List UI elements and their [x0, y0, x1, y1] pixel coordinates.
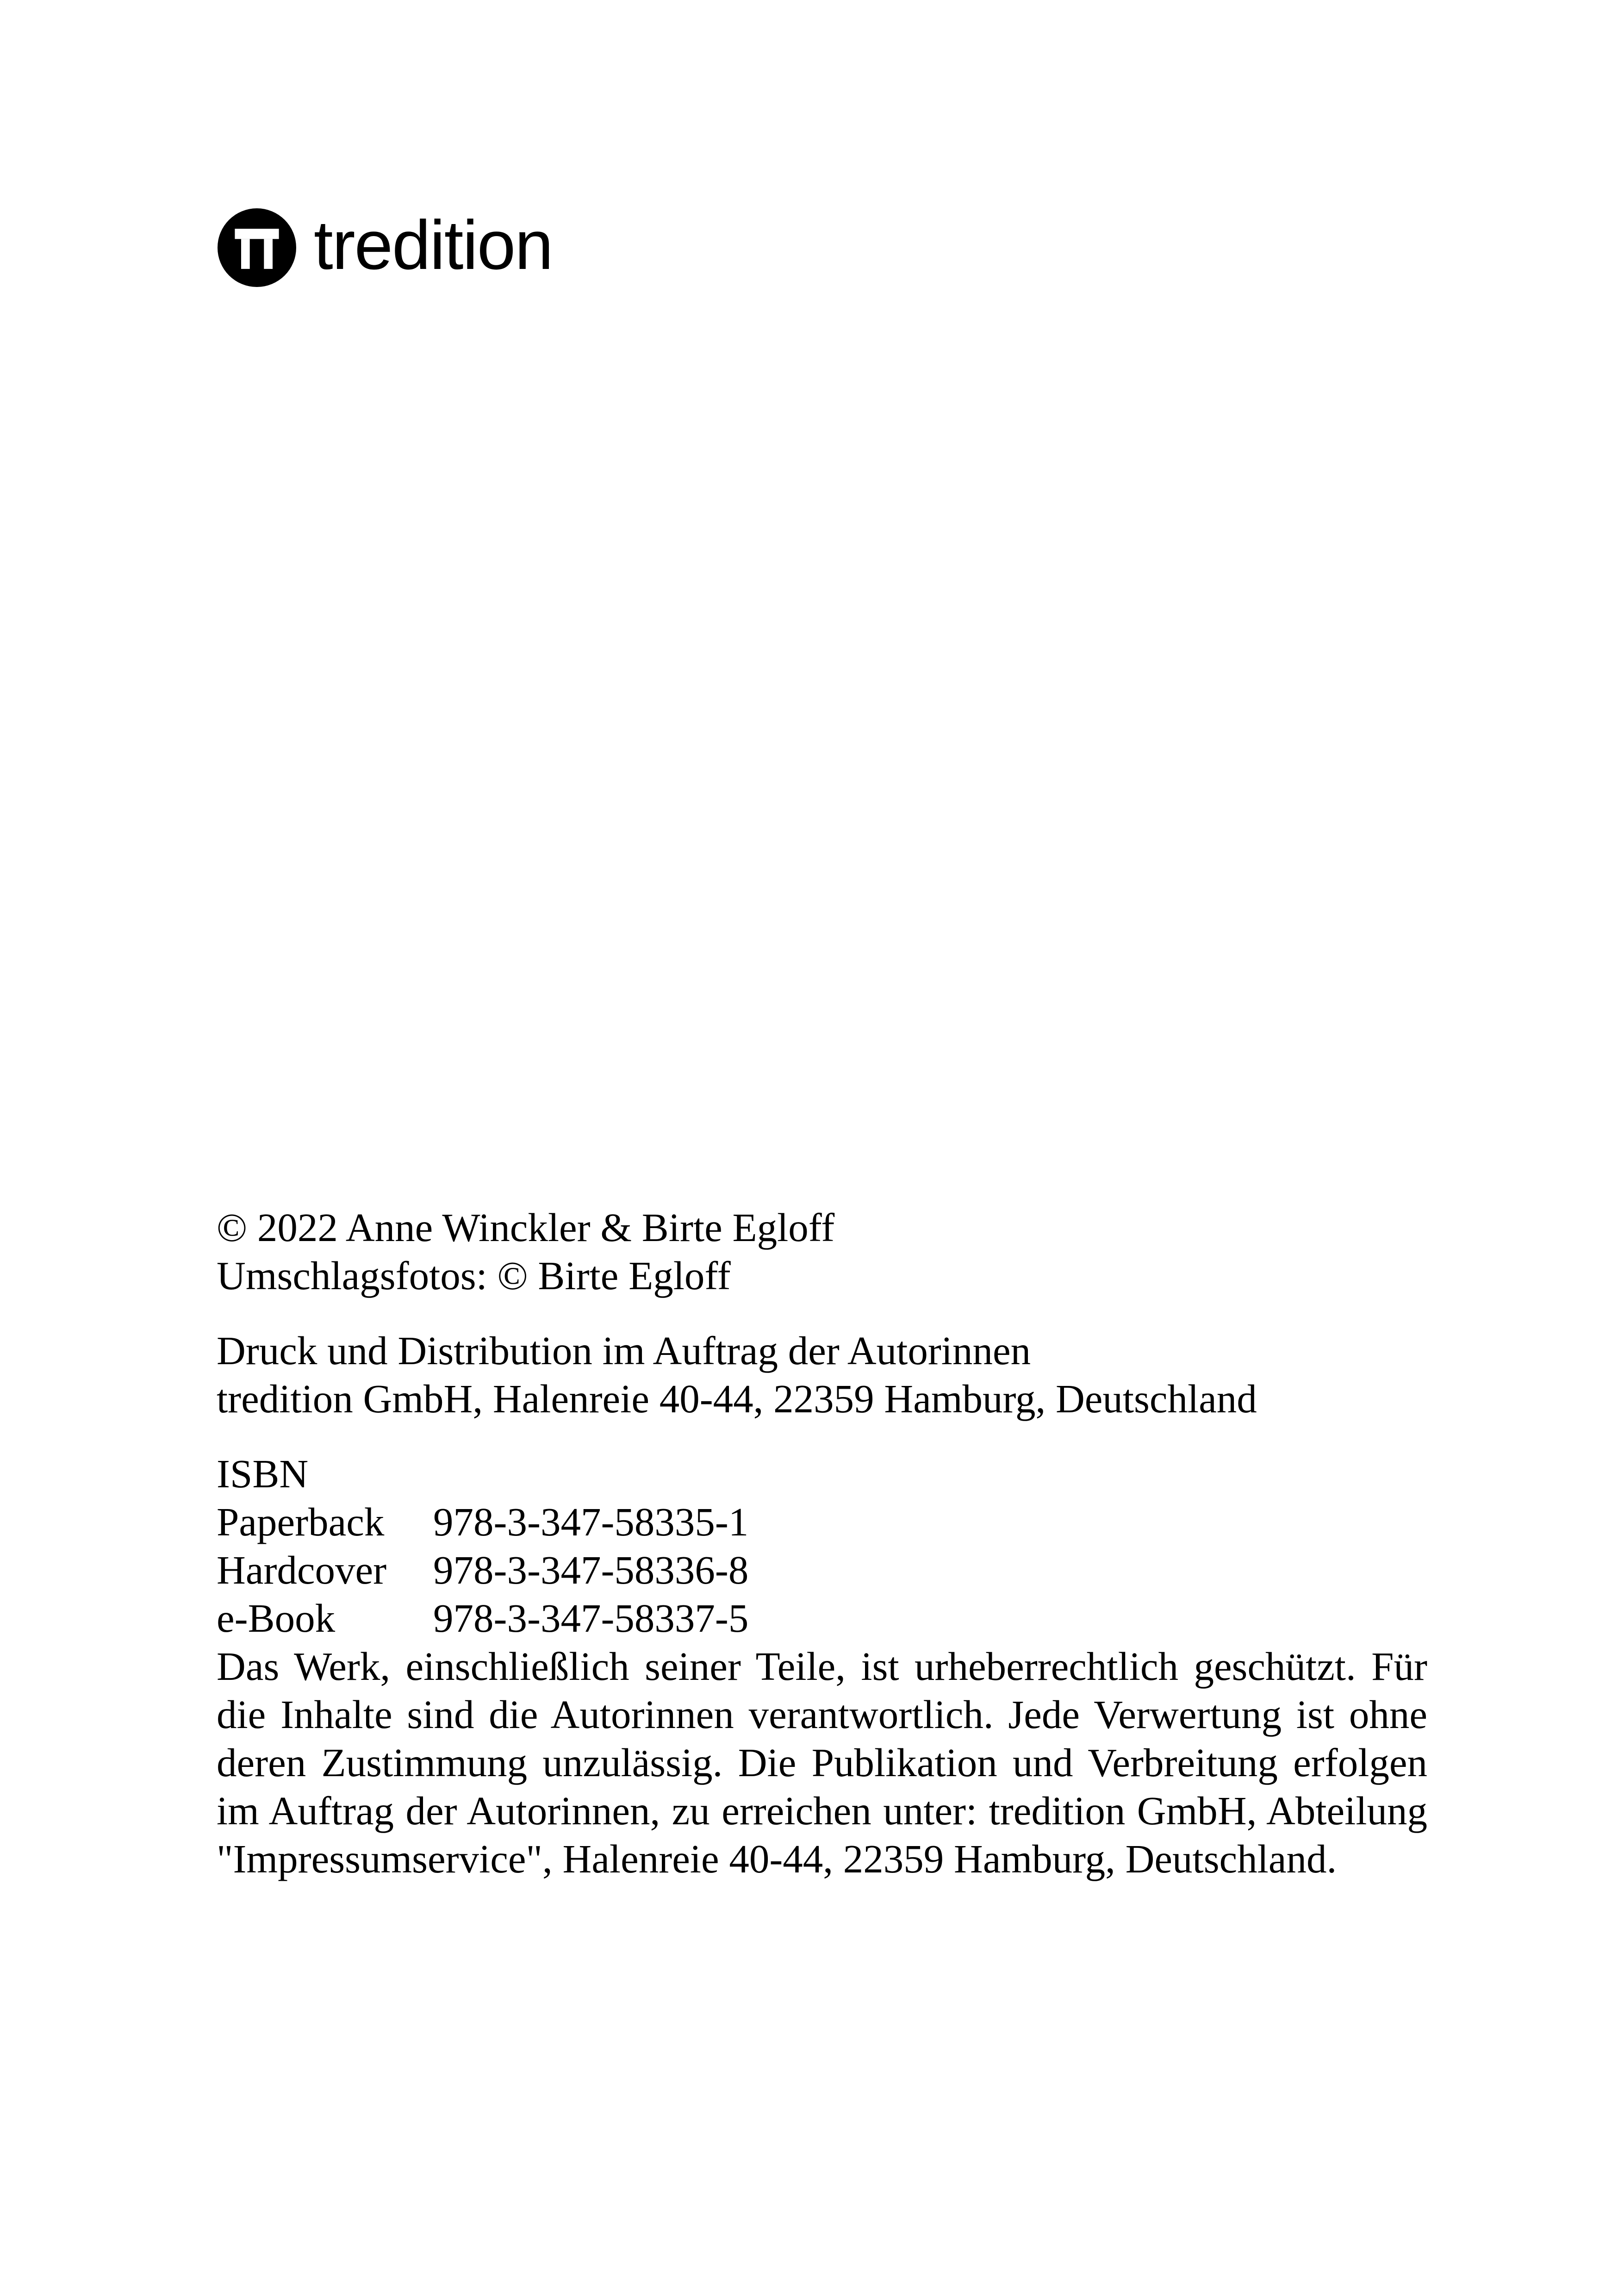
isbn-number: 978-3-347-58335-1 — [433, 1499, 749, 1544]
isbn-format: Paperback — [217, 1499, 385, 1544]
isbn-block — [217, 1450, 1427, 1642]
print-block — [217, 1327, 1427, 1423]
isbn-format: e-Book — [217, 1596, 336, 1641]
publisher-address: tredition GmbH, Halenreie 40-44, 22359 Hamburg, Deutschland — [217, 1376, 1257, 1421]
imprint-section — [217, 1204, 1427, 1883]
isbn-row — [217, 1498, 1427, 1546]
tredition-logo-icon — [218, 208, 296, 287]
copyright-notice: Das Werk, einschließlich seiner Teile, ist urheberrechtlich geschützt. Für die Inhalte sind die Autorinnen verantwortlich. Jede Verwertung ist ohne deren Zustimmung unzulässig. Die Publikation und Verbreitung erfolgen im Auftrag der Autorinnen, zu erreichen unter: tredition GmbH, Abteilung "Impressumservice", Halenreie 40-44, 22359 Hamburg, Deutschland. — [217, 1644, 1427, 1881]
isbn-format: Hardcover — [217, 1547, 387, 1592]
copyright-block — [217, 1204, 1427, 1300]
print-line: Druck und Distribution im Auftrag der Autorinnen — [217, 1328, 1031, 1373]
publisher-logo — [218, 208, 553, 287]
cover-photo-credit: Umschlagsfotos: © Birte Egloff — [217, 1253, 731, 1298]
isbn-heading: ISBN — [217, 1451, 309, 1496]
isbn-row — [217, 1594, 1427, 1642]
isbn-row — [217, 1546, 1427, 1594]
logo-text: tredition — [314, 206, 553, 284]
isbn-number: 978-3-347-58337-5 — [433, 1596, 749, 1641]
copyright-line: © 2022 Anne Winckler & Birte Egloff — [217, 1205, 835, 1250]
isbn-number: 978-3-347-58336-8 — [433, 1547, 749, 1592]
